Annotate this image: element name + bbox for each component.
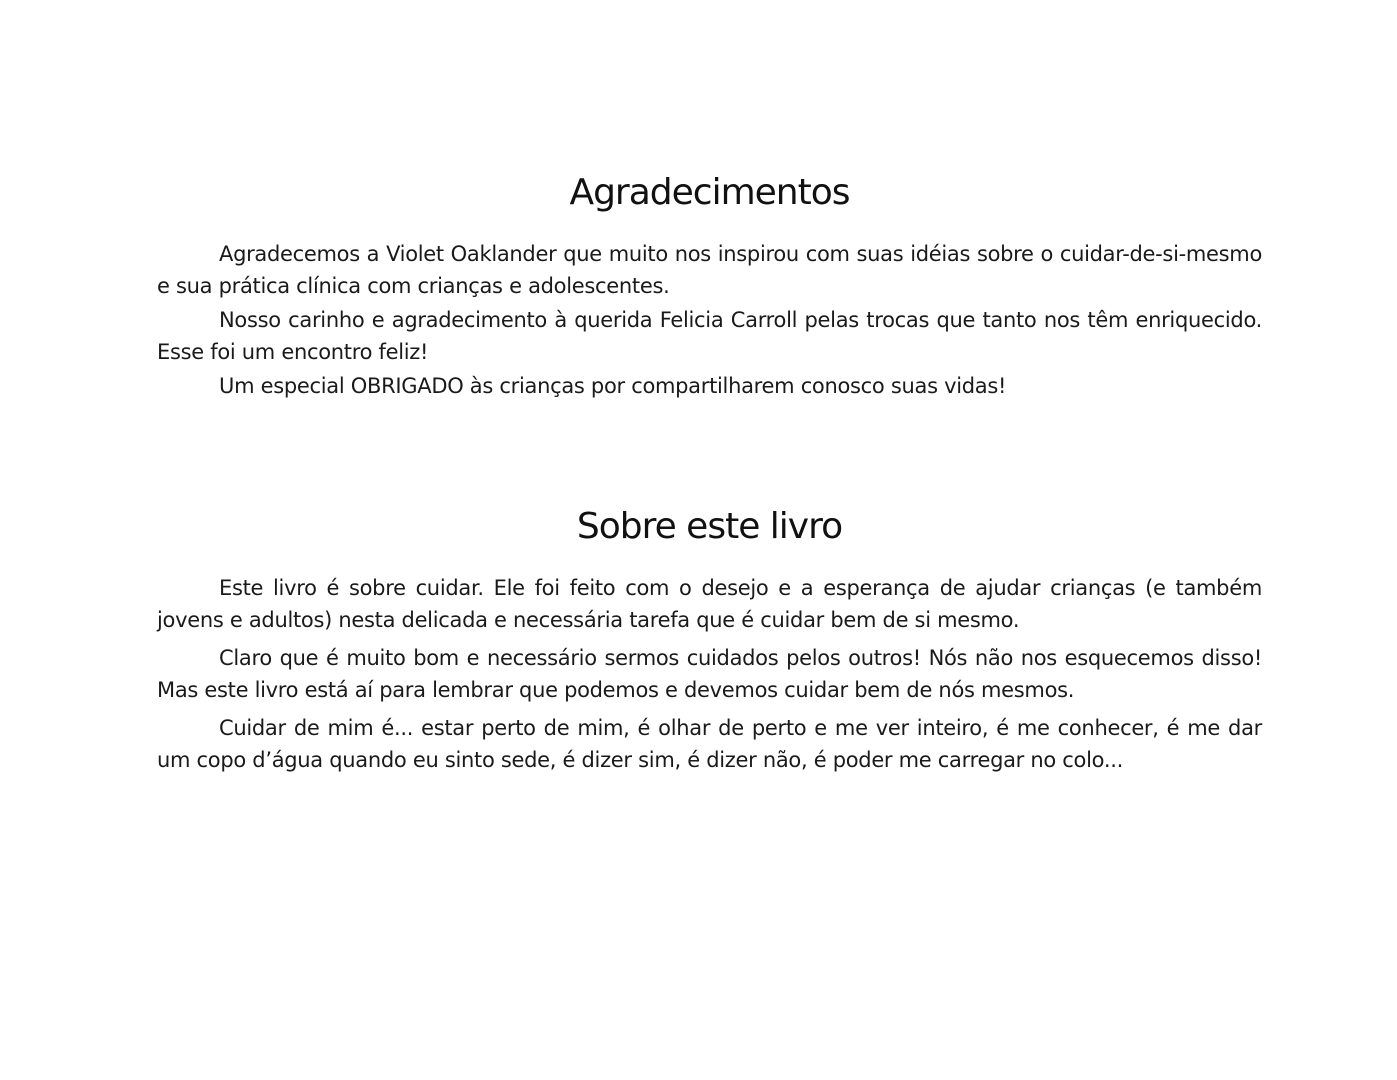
about-book-paragraph: Cuidar de mim é... estar perto de mim, é olhar de perto e me ver inteiro, é me conhecer, é me dar um copo d’água quando eu sinto sede, é dizer sim, é dizer não, é poder me carregar no colo... (157, 716, 1262, 772)
acknowledgements-section (157, 170, 1262, 404)
acknowledgements-paragraph: Um especial OBRIGADO às crianças por compartilharem conosco suas vidas! (219, 374, 1007, 398)
about-book-title: Sobre este livro (576, 506, 843, 547)
acknowledgements-paragraph: Agradecemos a Violet Oaklander que muito nos inspirou com suas idéias sobre o cuidar-de-si-mesmo e sua prática clínica com crianças e adolescentes. (157, 242, 1262, 298)
about-book-section (157, 504, 1262, 782)
about-book-paragraph: Claro que é muito bom e necessário sermos cuidados pelos outros! Nós não nos esquecemos disso! Mas este livro está aí para lembrar que podemos e devemos cuidar bem de nós mesmos. (157, 646, 1262, 702)
about-book-paragraph: Este livro é sobre cuidar. Ele foi feito com o desejo e a esperança de ajudar crianças (e também jovens e adultos) nesta delicada e necessária tarefa que é cuidar bem de si mesmo. (157, 576, 1262, 632)
acknowledgements-title: Agradecimentos (569, 172, 850, 213)
acknowledgements-paragraph: Nosso carinho e agradecimento à querida Felicia Carroll pelas trocas que tanto nos têm enriquecido. Esse foi um encontro feliz! (157, 308, 1262, 364)
